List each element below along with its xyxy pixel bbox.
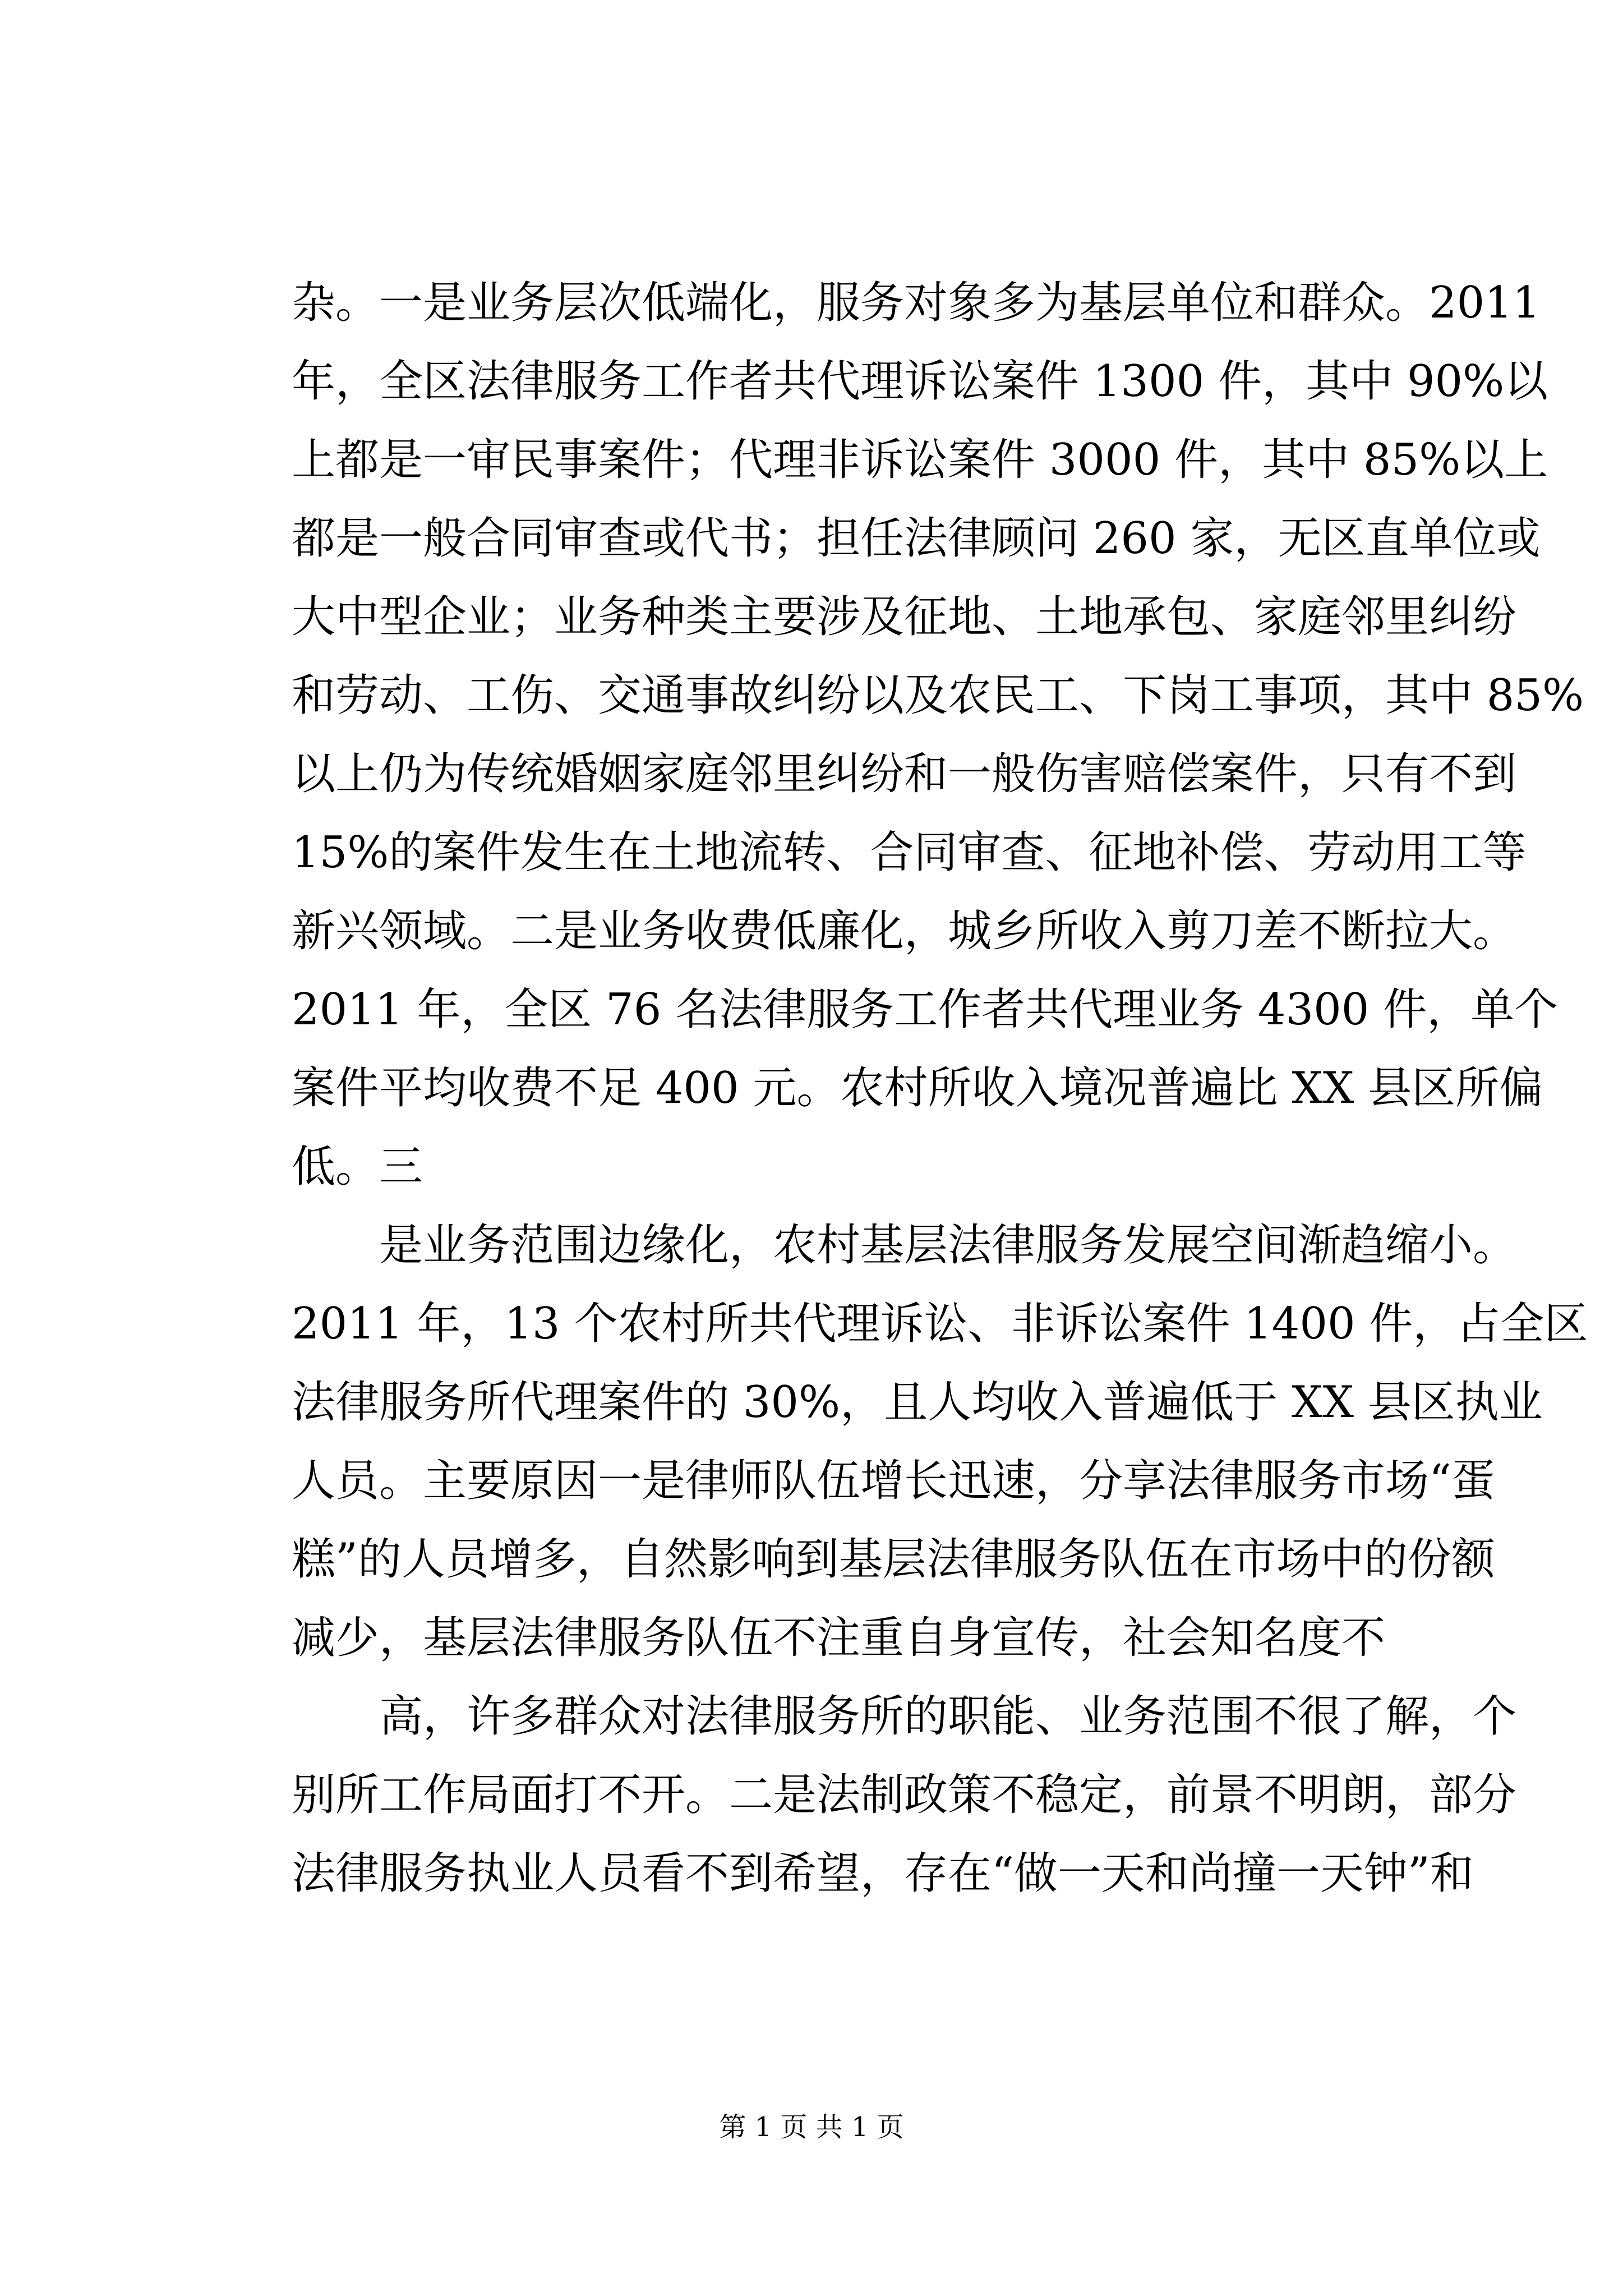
page-number-label: 第 1 页 共 1 页 — [719, 2111, 904, 2143]
text-line: 减少，基层法律服务队伍不注重自身宣传，社会知名度不 — [292, 1613, 1386, 1663]
text-line: 人员。主要原因一是律师队伍增长迅速，分享法律服务市场“蛋 — [292, 1456, 1495, 1506]
text-line: 以上仍为传统婚姻家庭邻里纠纷和一般伤害赔偿案件，只有不到 — [292, 749, 1517, 799]
text-line: 新兴领域。二是业务收费低廉化，城乡所收入剪刀差不断拉大。 — [292, 906, 1517, 956]
text-line: 是业务范围边缘化，农村基层法律服务发展空间渐趋缩小。 — [379, 1220, 1517, 1271]
text-line: 15%的案件发生在土地流转、合同审查、征地补偿、劳动用工等 — [292, 827, 1527, 878]
text-line: 都是一般合同审查或代书；担任法律顾问 260 家，无区直单位或 — [292, 513, 1541, 564]
page-footer — [0, 2110, 1623, 2144]
text-line: 上都是一审民事案件；代理非诉讼案件 3000 件，其中 85%以上 — [292, 435, 1548, 485]
body-text — [292, 264, 1588, 1913]
text-line: 别所工作局面打不开。二是法制政策不稳定，前景不明朗，部分 — [292, 1770, 1517, 1820]
text-line: 杂。一是业务层次低端化，服务对象多为基层单位和群众。2011 — [292, 278, 1541, 328]
text-line: 糕”的人员增多，自然影响到基层法律服务队伍在市场中的份额 — [292, 1534, 1495, 1585]
text-line: 大中型企业；业务种类主要涉及征地、土地承包、家庭邻里纠纷 — [292, 592, 1517, 642]
text-line: 2011 年，13 个农村所共代理诉讼、非诉讼案件 1400 件，占全区 — [292, 1299, 1588, 1349]
text-line: 低。三 — [292, 1142, 423, 1192]
text-line: 案件平均收费不足 400 元。农村所收入境况普遍比 XX 县区所偏 — [292, 1063, 1543, 1114]
text-line: 高，许多群众对法律服务所的职能、业务范围不很了解，个 — [379, 1691, 1517, 1742]
text-line: 年，全区法律服务工作者共代理诉讼案件 1300 件，其中 90%以 — [292, 356, 1548, 407]
text-line: 法律服务所代理案件的 30%，且人均收入普遍低于 XX 县区执业 — [292, 1377, 1543, 1428]
text-line: 2011 年，全区 76 名法律服务工作者共代理业务 4300 件，单个 — [292, 984, 1559, 1035]
text-line: 法律服务执业人员看不到希望，存在“做一天和尚撞一天钟”和 — [292, 1848, 1474, 1899]
text-line: 和劳动、工伤、交通事故纠纷以及农民工、下岗工事项，其中 85% — [292, 670, 1584, 721]
